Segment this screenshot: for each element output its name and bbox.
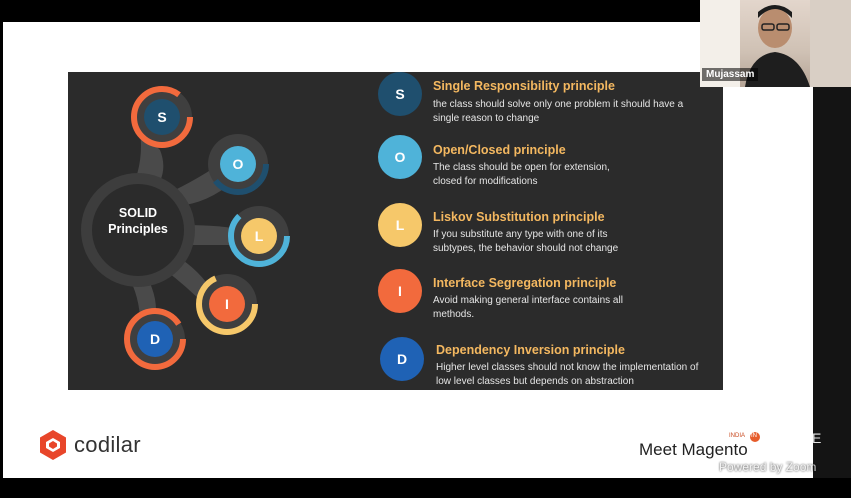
principle-i-title: Interface Segregation principle — [433, 276, 617, 290]
principle-d-title: Dependency Inversion principle — [436, 343, 625, 357]
hub-label-line1: SOLID — [118, 206, 158, 220]
participant-name: Mujassam — [702, 68, 758, 81]
hub-letter-o: O — [232, 156, 244, 172]
zoom-edge-glyph: E — [812, 430, 822, 446]
codilar-logo — [40, 430, 141, 460]
meet-magento-india-badge: INDIA — [729, 433, 746, 439]
bottom-bar — [0, 478, 851, 498]
hub-letter-i: I — [225, 296, 229, 312]
meet-magento-in-dot — [750, 432, 760, 442]
hub-letter-l: L — [254, 228, 264, 244]
meet-magento-logo: Meet Magento — [639, 440, 748, 459]
principle-s-title: Single Responsibility principle — [433, 79, 615, 93]
principle-l-badge: L — [378, 203, 422, 247]
meet-magento-in-text: IN — [751, 433, 757, 439]
principle-s-badge: S — [378, 72, 422, 116]
principle-s-desc: the class should solve only one problem it should have a single reason to change — [433, 99, 684, 124]
principle-l-desc: If you substitute any type with one of its subtypes, the behavior should not change — [433, 229, 619, 254]
principle-d-desc: Higher level classes should not know the implementation of low level classes but depends on abstraction — [436, 362, 699, 387]
principle-o-desc: The class should be open for extension, closed for modifications — [433, 162, 610, 187]
hub-label — [96, 205, 180, 237]
hub-label-line2: Principles — [108, 222, 168, 236]
principle-d-badge: D — [380, 337, 424, 381]
codilar-logo-text: codilar — [74, 432, 141, 457]
hub-letter-s: S — [157, 109, 167, 125]
principle-i-badge: I — [378, 269, 422, 313]
principle-o-badge: O — [378, 135, 422, 179]
hub-letter-d: D — [149, 331, 161, 347]
principle-o-title: Open/Closed principle — [433, 143, 566, 157]
participant-video-tile[interactable] — [700, 0, 851, 87]
principle-i-desc: Avoid making general interface contains all methods. — [433, 295, 623, 320]
principle-l-title: Liskov Substitution principle — [433, 210, 605, 224]
codilar-logo-icon — [40, 430, 66, 460]
powered-by-zoom: Powered by Zoom — [719, 460, 817, 474]
